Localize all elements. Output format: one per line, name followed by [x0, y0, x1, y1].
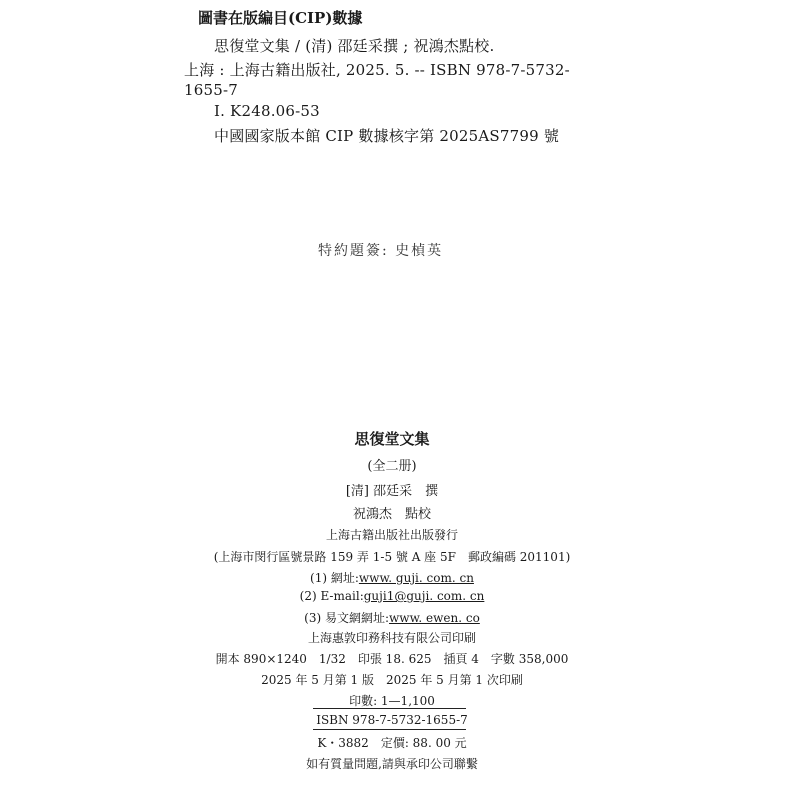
- isbn-top-rule: [313, 708, 466, 709]
- colophon-publisher: 上海古籍出版社出版發行: [325, 528, 458, 542]
- colophon-editor: 祝鴻杰 點校: [352, 507, 431, 522]
- title-calligraphy-credit: 特約題簽: 史楨英: [318, 243, 444, 259]
- colophon-specs: 開本 890×1240 1/32 印張 18. 625 插頁 4 字數 358,000: [215, 652, 569, 666]
- colophon-printer: 上海惠敦印務科技有限公司印刷: [307, 631, 476, 645]
- email-link[interactable]: guji1@guji. com. cn: [363, 589, 485, 603]
- colophon-notice: 如有質量問題,請與承印公司聯繫: [306, 757, 478, 771]
- colophon-isbn: ISBN 978-7-5732-1655-7: [316, 713, 468, 727]
- cip-line-title-author: 思復堂文集 / (清) 邵廷采撰 ; 祝鴻杰點校.: [214, 37, 495, 55]
- colophon-price: K・3882 定價: 88. 00 元: [317, 736, 467, 750]
- cip-line-record-number: 中國國家版本館 CIP 數據核字第 2025AS7799 號: [214, 127, 560, 145]
- colophon-edition: 2025 年 5 月第 1 版 2025 年 5 月第 1 次印刷: [261, 673, 523, 687]
- cip-title: 圖書在版編目(CIP)數據: [198, 9, 363, 27]
- cip-line-publication: 上海 : 上海古籍出版社, 2025. 5. -- ISBN 978-7-5732-: [184, 61, 570, 79]
- colophon-ewen-line: [0, 609, 784, 626]
- cip-line-isbn-cont: 1655-7: [184, 81, 238, 99]
- colophon-email-line: [0, 589, 784, 603]
- colophon-author: [清] 邵廷采 撰: [345, 484, 439, 499]
- website-link[interactable]: www. guji. com. cn: [358, 571, 474, 585]
- ewen-label: (3) 易文網網址:: [304, 611, 390, 625]
- colophon-volumes: (全二册): [367, 459, 417, 474]
- ewen-link[interactable]: www. ewen. co: [389, 611, 480, 625]
- colophon-book-title: 思復堂文集: [354, 430, 430, 448]
- colophon-website-line: [0, 569, 784, 586]
- isbn-bottom-rule: [313, 729, 466, 730]
- cip-line-classification: Ⅰ. K248.06-53: [214, 102, 320, 120]
- website-label: (1) 網址:: [310, 571, 359, 585]
- colophon-address: (上海市閔行區號景路 159 弄 1-5 號 A 座 5F 郵政編碼 201101): [213, 550, 571, 564]
- email-label: (2) E-mail:: [299, 589, 364, 603]
- colophon-print-run: 印數: 1—1,100: [349, 694, 435, 708]
